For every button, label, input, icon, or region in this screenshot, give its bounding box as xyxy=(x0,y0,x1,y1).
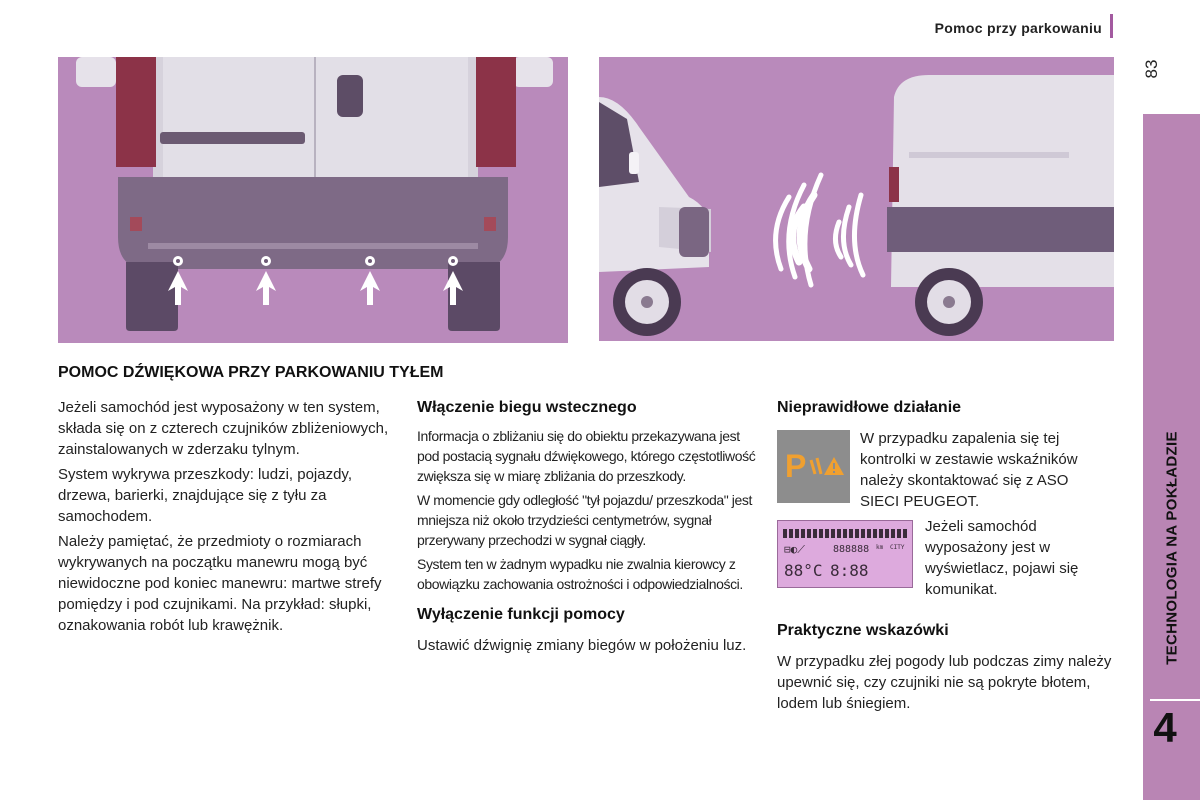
malfunction-paragraph: W przypadku zapalenia się tej kontrolki w zestawie wskaźników należy skontaktować się z ASO SIECI PEUGEOT. xyxy=(860,430,1078,510)
parking-sensor-warning-icon xyxy=(777,430,850,503)
display-mode: CITY xyxy=(890,544,905,551)
display-odometer: 888888 xyxy=(833,544,870,555)
reverse-gear-text xyxy=(417,426,757,594)
practical-tips xyxy=(777,620,1117,718)
column-intro xyxy=(58,397,398,640)
disable-paragraph: Ustawić dźwignię zmiany biegów w położeniu luz. xyxy=(417,637,747,654)
section-title: POMOC DŹWIĘKOWA PRZY PARKOWANIU TYŁEM xyxy=(58,364,444,381)
display-bar-graph xyxy=(783,529,909,538)
side-vans-illustration xyxy=(599,57,1114,341)
reverse-gear-paragraph-3: System ten w żadnym wypadku nie zwalnia kierowcy z obowiązku zachowania ostrożności i odpowiedzialności. xyxy=(417,556,743,592)
reverse-gear-paragraph-1: Informacja o zbliżaniu się do obiektu przekazywana jest pod postacią sygnału dźwiękowego, którego częstotliwość zwiększa się w miarę zbliżania do przeszkody. xyxy=(417,428,756,484)
side-tab-divider xyxy=(1150,699,1200,701)
alert-triangle-icon xyxy=(811,457,844,475)
reverse-gear-heading: Włączenie biegu wstecznego xyxy=(417,399,637,416)
intro-paragraph-2: System wykrywa przeszkody: ludzi, pojazdy, drzewa, barierki, znajdujące się z tyłu za samochodem. xyxy=(58,466,352,525)
reverse-gear-paragraph-2: W momencie gdy odległość "tył pojazdu/ przeszkoda" jest mniejsza niż około trzydzieści centymetrów, sygnał przerywany przechodzi w sygnał ciągły. xyxy=(417,492,752,548)
chapter-number: 4 xyxy=(1153,704,1177,751)
rear-van-illustration xyxy=(58,57,568,343)
display-paragraph: Jeżeli samochód wyposażony jest w wyświetlacz, pojawi się komunikat. xyxy=(925,518,1079,598)
running-header-title: Pomoc przy parkowaniu xyxy=(934,20,1102,36)
intro-paragraph-3: Należy pamiętać, że przedmioty o rozmiarach wykrywanych na początku manewru mogą być niewidoczne pod koniec manewru: martwe strefy pomiędzy i pod czujnikami. Na przykład: słupki, oznakowania robót lub krawężnik. xyxy=(58,533,382,634)
header-accent-bar xyxy=(1110,14,1113,38)
display-time: 8:88 xyxy=(830,561,869,580)
page-number: 83 xyxy=(1142,59,1161,79)
practical-tips-paragraph: W przypadku złej pogody lub podczas zimy należy upewnić się, czy czujniki nie są pokryte błotem, lodem lub śniegiem. xyxy=(777,653,1112,712)
practical-tips-heading: Praktyczne wskazówki xyxy=(777,622,949,639)
column-malfunction xyxy=(777,397,1107,418)
malfunction-heading: Nieprawidłowe działanie xyxy=(777,399,962,416)
display-text-wrap xyxy=(925,516,1115,604)
display-unit: km xyxy=(876,544,884,551)
side-tab-label: TECHNOLOGIA NA POKŁADZIE xyxy=(1163,431,1181,665)
malfunction-text-wrap xyxy=(860,428,1110,516)
svg-text:P: P xyxy=(785,448,807,484)
display-icons-row: ⊟◐⟋ xyxy=(784,543,805,556)
disable-heading: Wyłączenie funkcji pomocy xyxy=(417,606,625,623)
column-reverse-gear xyxy=(417,397,757,660)
intro-paragraph-1: Jeżeli samochód jest wyposażony w ten system, składa się on z czterech czujników zbliżeniowych, zainstalowanych w zderzaku tylnym. xyxy=(58,399,389,458)
instrument-display-icon xyxy=(777,520,913,588)
display-temperature: 88°C xyxy=(784,561,823,580)
